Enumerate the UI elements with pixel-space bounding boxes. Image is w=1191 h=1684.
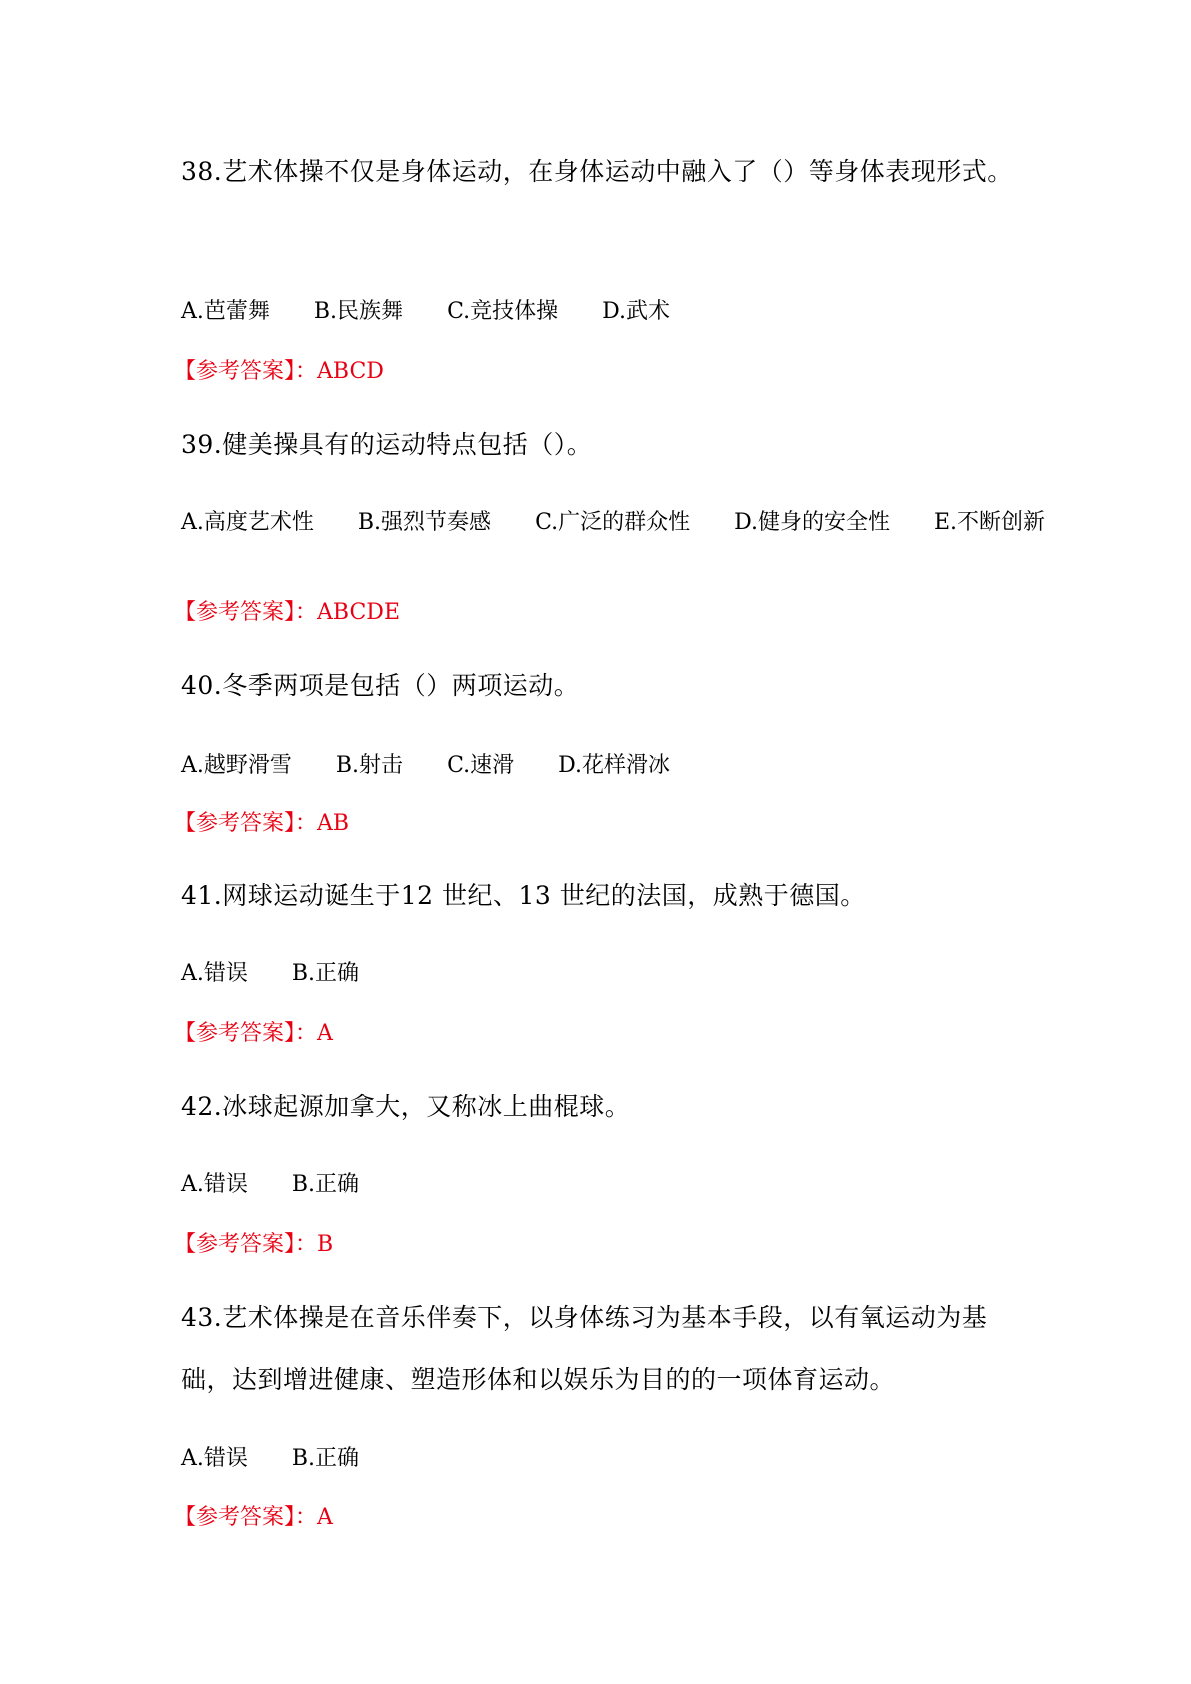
answer-value: A bbox=[317, 1505, 333, 1530]
answer-label: 【参考答案】： bbox=[174, 811, 318, 836]
option-d: D.健身的安全性 bbox=[734, 510, 890, 535]
question-43-options bbox=[181, 1444, 1031, 1474]
question-38-title: 38.艺术体操不仅是身体运动，在身体运动中融入了（）等身体表现形式。 bbox=[181, 157, 1013, 186]
option-b: B.正确 bbox=[291, 1172, 360, 1197]
option-b: B.民族舞 bbox=[313, 299, 404, 324]
option-e: E.不断创新 bbox=[933, 510, 1046, 535]
answer-value: ABCD bbox=[317, 359, 384, 384]
question-40-answer bbox=[174, 809, 349, 839]
question-39-options bbox=[181, 508, 1046, 538]
question-42-answer bbox=[174, 1230, 333, 1260]
question-43-title: 43.艺术体操是在音乐伴奏下，以身体练习为基本手段，以有氧运动为基础，达到增进健康、塑造形体和以娱乐为目的的一项体育运动。 bbox=[181, 1303, 988, 1394]
option-c: C.广泛的群众性 bbox=[535, 510, 691, 535]
question-41-options bbox=[181, 959, 1031, 989]
question-42-title: 42.冰球起源加拿大，又称冰上曲棍球。 bbox=[181, 1092, 631, 1121]
question-42-options bbox=[181, 1170, 1031, 1200]
answer-label: 【参考答案】： bbox=[174, 1232, 318, 1257]
answer-label: 【参考答案】： bbox=[174, 359, 318, 384]
option-a: A.错误 bbox=[181, 961, 248, 986]
option-b: B.射击 bbox=[335, 753, 404, 778]
question-38-answer bbox=[174, 357, 384, 387]
question-41-title: 41.网球运动诞生于12 世纪、13 世纪的法国，成熟于德国。 bbox=[181, 881, 866, 910]
option-a: A.高度艺术性 bbox=[181, 510, 314, 535]
option-b: B.强烈节奏感 bbox=[357, 510, 492, 535]
question-40-options bbox=[181, 751, 1031, 781]
question-43-answer bbox=[174, 1503, 333, 1533]
question-40-title: 40.冬季两项是包括（）两项运动。 bbox=[181, 671, 580, 700]
option-a: A.错误 bbox=[181, 1172, 248, 1197]
option-a: A.芭蕾舞 bbox=[181, 299, 270, 324]
answer-label: 【参考答案】： bbox=[174, 1505, 318, 1530]
option-b: B.正确 bbox=[291, 1446, 360, 1471]
option-a: A.越野滑雪 bbox=[181, 753, 292, 778]
question-39-answer bbox=[174, 598, 400, 628]
answer-label: 【参考答案】： bbox=[174, 600, 318, 625]
answer-label: 【参考答案】： bbox=[174, 1021, 318, 1046]
option-d: D.武术 bbox=[602, 299, 670, 324]
question-38-options bbox=[181, 297, 1031, 327]
question-39-title: 39.健美操具有的运动特点包括（）。 bbox=[181, 430, 593, 459]
question-41-answer bbox=[174, 1019, 333, 1049]
option-c: C.速滑 bbox=[447, 753, 515, 778]
option-d: D.花样滑冰 bbox=[558, 753, 670, 778]
option-b: B.正确 bbox=[291, 961, 360, 986]
answer-value: AB bbox=[317, 811, 350, 836]
answer-value: ABCDE bbox=[317, 600, 401, 625]
option-a: A.错误 bbox=[181, 1446, 248, 1471]
option-c: C.竞技体操 bbox=[447, 299, 559, 324]
answer-value: B bbox=[317, 1232, 334, 1257]
answer-value: A bbox=[317, 1021, 333, 1046]
